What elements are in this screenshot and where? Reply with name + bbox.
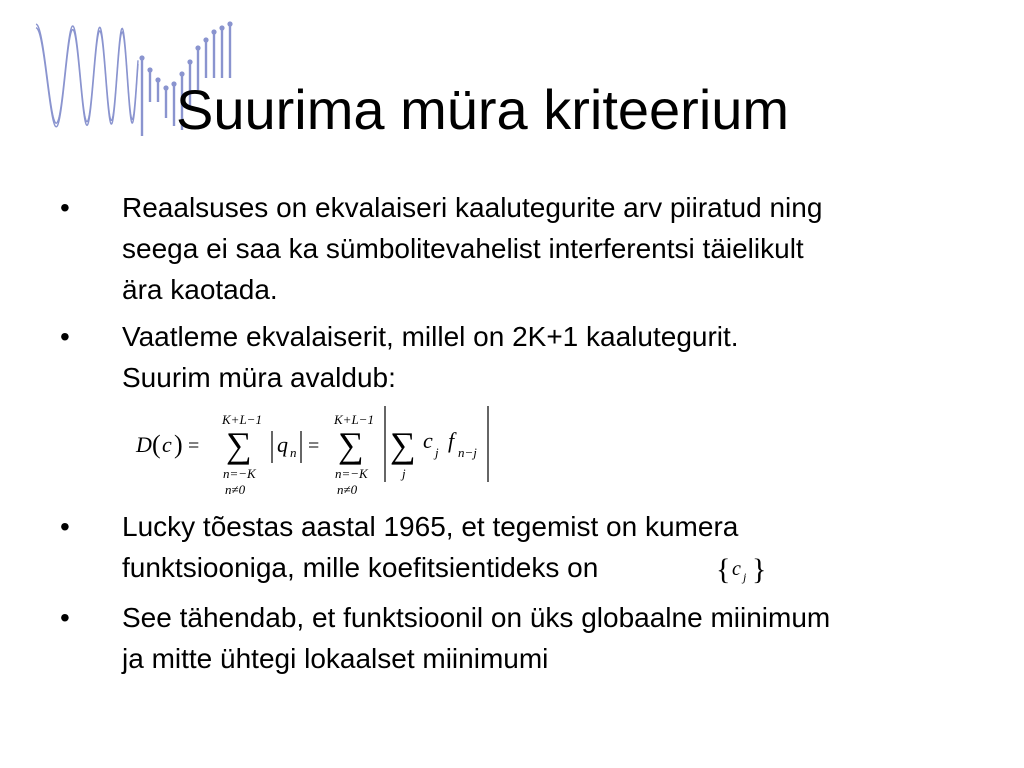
bullet-line: See tähendab, et funktsioonil on üks globaalne miinimum (122, 602, 831, 633)
bullet-line: ja mitte ühtegi lokaalset miinimumi (122, 643, 549, 674)
bullet-text (122, 506, 1002, 588)
sum2-sigma: ∑ (338, 425, 364, 465)
bullet-line: ära kaotada. (122, 274, 278, 305)
bullet-line: Reaalsuses on ekvalaiseri kaalutegurite arv piiratud ning (122, 192, 823, 223)
bullet-line: funktsiooniga, mille koefitsientideks on (122, 552, 599, 583)
slide-title: Suurima müra kriteerium (176, 78, 790, 141)
bullet-marker: • (60, 511, 70, 542)
inline-formula (712, 546, 772, 590)
bullet-text (122, 187, 1002, 310)
term2-c-sub: j (435, 445, 439, 460)
sum3-lower: j (402, 466, 406, 481)
sum2-lower2: n≠0 (337, 482, 358, 497)
sum1-sigma: ∑ (226, 425, 252, 465)
formula-rparen: ) (174, 430, 183, 459)
bullet-line: seega ei saa ka sümbolitevahelist interferentsi täielikult (122, 233, 804, 264)
formula-lhs-fn: D (136, 432, 152, 457)
bullet-line: Suurim müra avaldub: (122, 362, 396, 393)
bullet-text (122, 316, 1002, 398)
sum2-upper: K+L−1 (334, 412, 374, 427)
formula-eq1: = (188, 435, 200, 457)
bullet-text (122, 597, 1002, 679)
sum1-lower1: n=−K (223, 466, 256, 481)
sum1-upper: K+L−1 (222, 412, 262, 427)
rbrace: } (752, 553, 767, 586)
term2-f-sub: n−j (458, 445, 477, 460)
sum2-lower1: n=−K (335, 466, 368, 481)
bullet-marker: • (60, 192, 70, 223)
formula-lhs-arg: c (162, 432, 172, 457)
term2-c: c (423, 428, 433, 453)
formula-eq2: = (308, 435, 320, 457)
term2-f: f (448, 428, 455, 453)
term1-var: q (277, 432, 288, 457)
noise-formula (130, 400, 510, 500)
term1-sub: n (290, 445, 297, 460)
bullet-line: Lucky tõestas aastal 1965, et tegemist on kumera (122, 511, 739, 542)
sum3-sigma: ∑ (390, 425, 416, 465)
bullet-marker: • (60, 321, 70, 352)
sum1-lower2: n≠0 (225, 482, 246, 497)
lbrace: { (716, 553, 731, 586)
bullet-line: Vaatleme ekvalaiserit, millel on 2K+1 kaalutegurit. (122, 321, 739, 352)
formula-lparen: ( (152, 430, 161, 459)
inline-sub: j (743, 570, 747, 584)
inline-var: c (732, 558, 741, 580)
bullet-marker: • (60, 602, 70, 633)
